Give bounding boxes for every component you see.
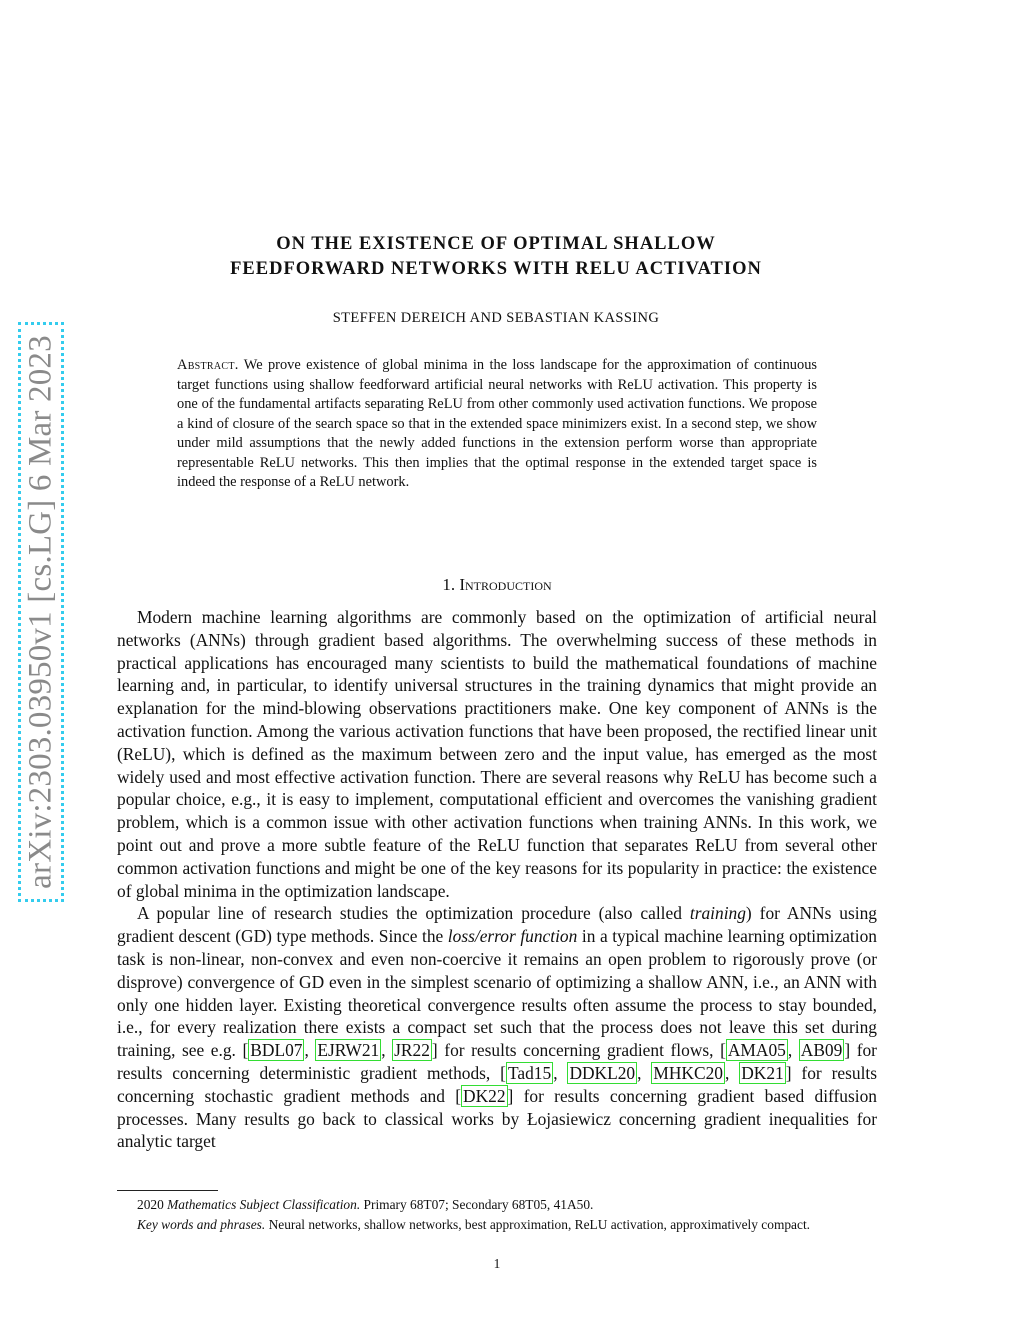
keywords-footnote	[117, 1215, 877, 1235]
section-number: 1.	[442, 575, 456, 594]
abstract-label: Abstract.	[177, 357, 239, 373]
text-span: in a typical machine learning optimization task is non-linear, non-convex and even non-coercive it remains an open problem to rigorously prove (or disprove) convergence of GD even in the simplest scenario of optimizing a shallow ANN, i.e., an ANN with only one hidden layer. Existing theoretical convergence results often assume the process to stay bounded, i.e., for every realization there exists a compact set such that the process does not leave this set during training, see e.g.	[117, 926, 877, 1061]
citation-link[interactable]: JR22	[394, 1040, 430, 1061]
authors: STEFFEN DEREICH AND SEBASTIAN KASSING	[332, 310, 660, 326]
footnotes	[117, 1195, 877, 1234]
text-span: ) for ANNs using gradient descent (GD) type methods. Since the	[117, 903, 877, 947]
citation-link[interactable]: Tad15	[507, 1062, 552, 1083]
text-span: for results concerning deterministic gradient methods,	[117, 1040, 877, 1083]
citation-link[interactable]: AMA05	[727, 1040, 786, 1061]
abstract-text: We prove existence of global minima in the loss landscape for the approximation of continuous target functions using shallow feedforward artificial neural networks with ReLU activation. This property is one of the fundamental artifacts separating ReLU from other commonly used activation functions. We propose a kind of closure of the search space so that in the extended space minimizers exist. In a second step, we show under mild assumptions that the newly added functions in the extension perform worse than appropriate representable ReLU networks. This then implies that the optimal response in the extended target space is indeed the response of a ReLU network.	[177, 357, 817, 490]
arxiv-stamp[interactable]	[18, 322, 64, 902]
msc-footnote	[117, 1195, 877, 1215]
title-line-1: ON THE EXISTENCE OF OPTIMAL SHALLOW	[276, 234, 716, 254]
citation-link[interactable]: DDKL20	[569, 1062, 636, 1083]
text-span: for results concerning gradient based diffusion processes. Many results go back to classical works by Łojasiewicz concerning gradient inequalities for analytic target	[117, 1085, 877, 1152]
text-span: A popular line of research studies the optimization procedure (also called	[137, 903, 690, 924]
msc-label: Mathematics Subject Classification.	[167, 1197, 361, 1212]
paragraph-2: A popular line of research studies the optimization procedure (also called training) for ANNs using gradient descent (GD) type methods. Since the loss/error function in a typical machine learning optimization task is non-linear, non-convex and even non-coercive it remains an open problem to rigorously prove (or disprove) convergence of GD even in the simplest scenario of optimizing a shallow ANN, i.e., an ANN with only one hidden layer. Existing theoretical convergence results often assume the process to stay bounded, i.e., for every realization there exists a compact set such that the process does not leave this set during training, see e.g. [ BDL07 , EJRW21 , JR22 ] for results concerning gradient flows, [ AMA05 , AB09 ] for results concerning deterministic gradient methods, [ Tad15 , DDKL20 , MHKC20 , DK21 ] for results concerning stochastic gradient methods and [ DK22 ] for results concerning gradient based diffusion processes. Many results go back to classical works by Łojasiewicz concerning gradient inequalities for analytic target	[117, 903, 877, 1152]
paper-title	[150, 232, 842, 282]
keywords-label: Key words and phrases.	[137, 1216, 266, 1232]
citation-link[interactable]: MHKC20	[653, 1062, 723, 1083]
abstract	[177, 356, 817, 493]
citation-link[interactable]: DK22	[463, 1085, 506, 1106]
arxiv-id: arXiv:2303.03950v1 [cs.LG] 6 Mar 2023	[22, 335, 59, 889]
emphasis-loss-function: loss/error function	[447, 926, 578, 947]
citation-link[interactable]: EJRW21	[317, 1040, 380, 1061]
title-line-2: FEEDFORWARD NETWORKS WITH RELU ACTIVATION	[230, 259, 762, 279]
text-span: for results concerning gradient flows,	[437, 1040, 721, 1061]
paragraph-1: Modern machine learning algorithms are commonly based on the optimization of artificial neural networks (ANNs) through gradient based algorithms. The overwhelming success of these methods in practical applications has encouraged many scientists to build the mathematical foundations of machine learning and, in particular, to identify universal structures in the training dynamics that might provide an explanation for the mind-blowing observations practitioners make. One key component of ANNs is the activation function. Among the various activation functions that have been proposed, the rectified linear unit (ReLU), which is defined as the maximum between zero and the input value, has emerged as the most widely used and most effective activation function. There are several reasons why ReLU has become such a popular choice, e.g., it is easy to implement, computational efficient and overcomes the vanishing gradient problem, which is a common issue with other activation functions when training ANNs. In this work, we point out and prove a more subtle feature of the ReLU function that separates ReLU from several other common activation functions and might be one of the key reasons for its popularity in practice: the existence of global minima in the optimization landscape.	[117, 607, 877, 901]
page-number: 1	[493, 1256, 501, 1271]
msc-text: Primary 68T07; Secondary 68T05, 41A50.	[363, 1197, 594, 1212]
msc-year: 2020	[137, 1197, 164, 1212]
section-title: Introduction	[459, 575, 552, 594]
citation-link[interactable]: BDL07	[250, 1040, 303, 1061]
citation-link[interactable]: AB09	[800, 1040, 843, 1061]
body-text	[117, 606, 877, 1153]
section-heading	[117, 575, 877, 595]
text-span: for results concerning stochastic gradient methods and	[117, 1062, 877, 1106]
footnote-divider	[117, 1190, 218, 1191]
citation-link[interactable]: DK21	[741, 1062, 784, 1083]
keywords-text: Neural networks, shallow networks, best approximation, ReLU activation, approximatively compact.	[268, 1216, 811, 1232]
emphasis-training: training	[689, 903, 746, 924]
